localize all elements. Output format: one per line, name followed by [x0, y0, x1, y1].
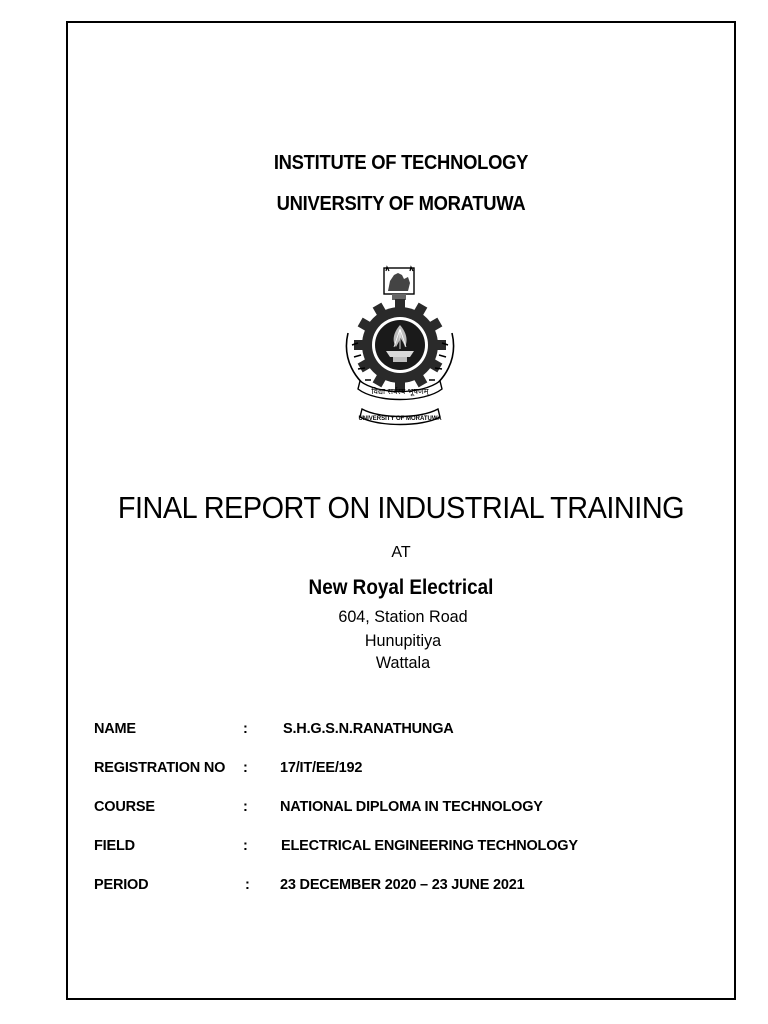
- detail-value: 23 DECEMBER 2020 – 23 JUNE 2021: [280, 877, 525, 893]
- detail-label: NAME: [94, 721, 136, 737]
- detail-colon: :: [243, 760, 248, 776]
- detail-row-field: [0, 838, 768, 858]
- address-line-3: Wattala: [375, 653, 431, 672]
- university-name: UNIVERSITY OF MORATUWA: [276, 193, 526, 215]
- detail-value: S.H.G.S.N.RANATHUNGA: [283, 721, 454, 737]
- logo-motto: विद्या सर्वस्य भूषणम्: [371, 387, 429, 396]
- company-name: New Royal Electrical: [308, 576, 494, 599]
- at-label: AT: [391, 544, 411, 561]
- detail-colon: :: [243, 838, 248, 854]
- university-crest-icon: [338, 263, 462, 429]
- detail-label: REGISTRATION NO: [94, 760, 226, 776]
- detail-row-course: [0, 799, 768, 819]
- lion-emblem: [384, 267, 414, 300]
- institute-name: INSTITUTE OF TECHNOLOGY: [273, 152, 529, 174]
- detail-label: PERIOD: [94, 877, 149, 893]
- report-title: FINAL REPORT ON INDUSTRIAL TRAINING: [117, 490, 685, 525]
- detail-colon: :: [245, 877, 250, 893]
- detail-label: FIELD: [94, 838, 135, 854]
- address-line-1: 604, Station Road: [338, 607, 468, 626]
- logo-banner: [358, 409, 442, 425]
- logo-banner-text: UNIVERSITY OF MORATUWA: [358, 416, 442, 422]
- address-line-2: Hunupitiya: [364, 631, 442, 650]
- detail-value: 17/IT/EE/192: [280, 760, 363, 776]
- detail-colon: :: [243, 799, 248, 815]
- detail-label: COURSE: [94, 799, 155, 815]
- detail-row-period: [0, 877, 768, 897]
- detail-row-registration: [0, 760, 768, 780]
- detail-value: NATIONAL DIPLOMA IN TECHNOLOGY: [280, 799, 543, 815]
- detail-row-name: [0, 721, 768, 741]
- detail-colon: :: [243, 721, 248, 737]
- detail-value: ELECTRICAL ENGINEERING TECHNOLOGY: [281, 838, 578, 854]
